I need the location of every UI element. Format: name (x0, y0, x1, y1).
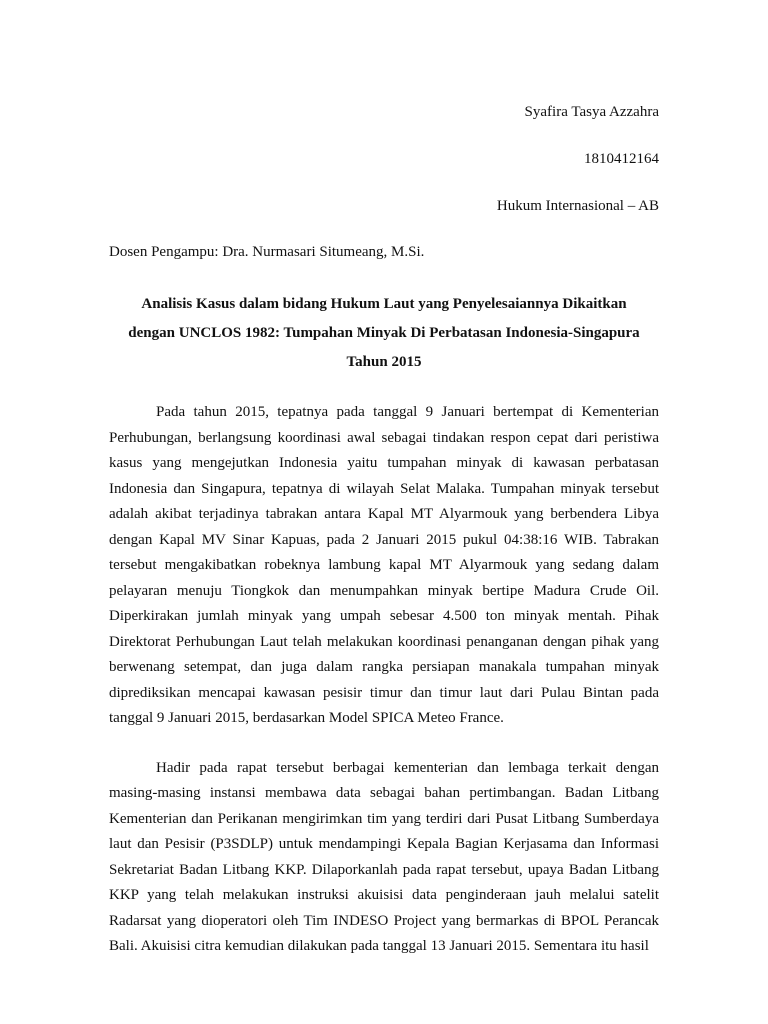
lecturer-line: Dosen Pengampu: Dra. Nurmasari Situmeang, M.Si. (109, 244, 425, 260)
title-line-3: Tahun 2015 (346, 354, 422, 370)
body-paragraph: Pada tahun 2015, tepatnya pada tanggal 9 Januari bertempat di Kementerian Perhubungan, berlangsung koordinasi awal sebagai tindakan respon cepat dari peristiwa kasus yang mengejutkan Indonesia yaitu tumpahan minyak di kawasan perbatasan Indonesia dan Singapura, tepatnya di wilayah Selat Malaka. Tumpahan minyak tersebut adalah akibat terjadinya tabrakan antara Kapal MT Alyarmouk yang berbendera Libya dengan Kapal MV Sinar Kapuas, pada 2 Januari 2015 pukul 04:38:16 WIB. Tabrakan tersebut mengakibatkan robeknya lambung kapal MT Alyarmouk yang sedang dalam pelayaran menuju Tiongkok dan menumpahkan minyak bertipe Madura Crude Oil. Diperkirakan jumlah minyak yang umpah sebesar 4.500 ton minyak mentah. Pihak Direktorat Perhubungan Laut telah melakukan koordinasi penanganan dengan pihak yang berwenang setempat, dan juga dalam rangka persiapan manakala tumpahan minyak diprediksikan mencapai kawasan pesisir timur dan timur laut dari Pulau Bintan pada tanggal 9 Januari 2015, berdasarkan Model SPICA Meteo France. (109, 404, 659, 726)
course-name: Hukum Internasional – AB (496, 198, 659, 214)
document-title (109, 290, 659, 377)
student-id: 1810412164 (584, 151, 659, 167)
body-paragraph: Hadir pada rapat tersebut berbagai kementerian dan lembaga terkait dengan masing-masing instansi membawa data sebagai bahan pertimbangan. Badan Litbang Kementerian dan Perikanan mengirimkan tim yang terdiri dari Pusat Litbang Sumberdaya laut dan Pesisir (P3SDLP) untuk mendampingi Kepala Bagian Kerjasama dan Informasi Sekretariat Badan Litbang KKP. Dilaporkanlah pada rapat tersebut, upaya Badan Litbang KKP yang telah melakukan instruksi akuisisi data penginderaan jauh melalui satelit Radarsat yang dioperatori oleh Tim INDESO Project yang bermarkas di BPOL Perancak Bali. Akuisisi citra kemudian dilakukan pada tanggal 13 Januari 2015. Sementara itu hasil (109, 759, 659, 954)
title-line-1: Analisis Kasus dalam bidang Hukum Laut yang Penyelesaiannya Dikaitkan (141, 296, 627, 312)
title-line-2: dengan UNCLOS 1982: Tumpahan Minyak Di Perbatasan Indonesia-Singapura (128, 325, 640, 341)
author-name: Syafira Tasya Azzahra (524, 104, 659, 120)
